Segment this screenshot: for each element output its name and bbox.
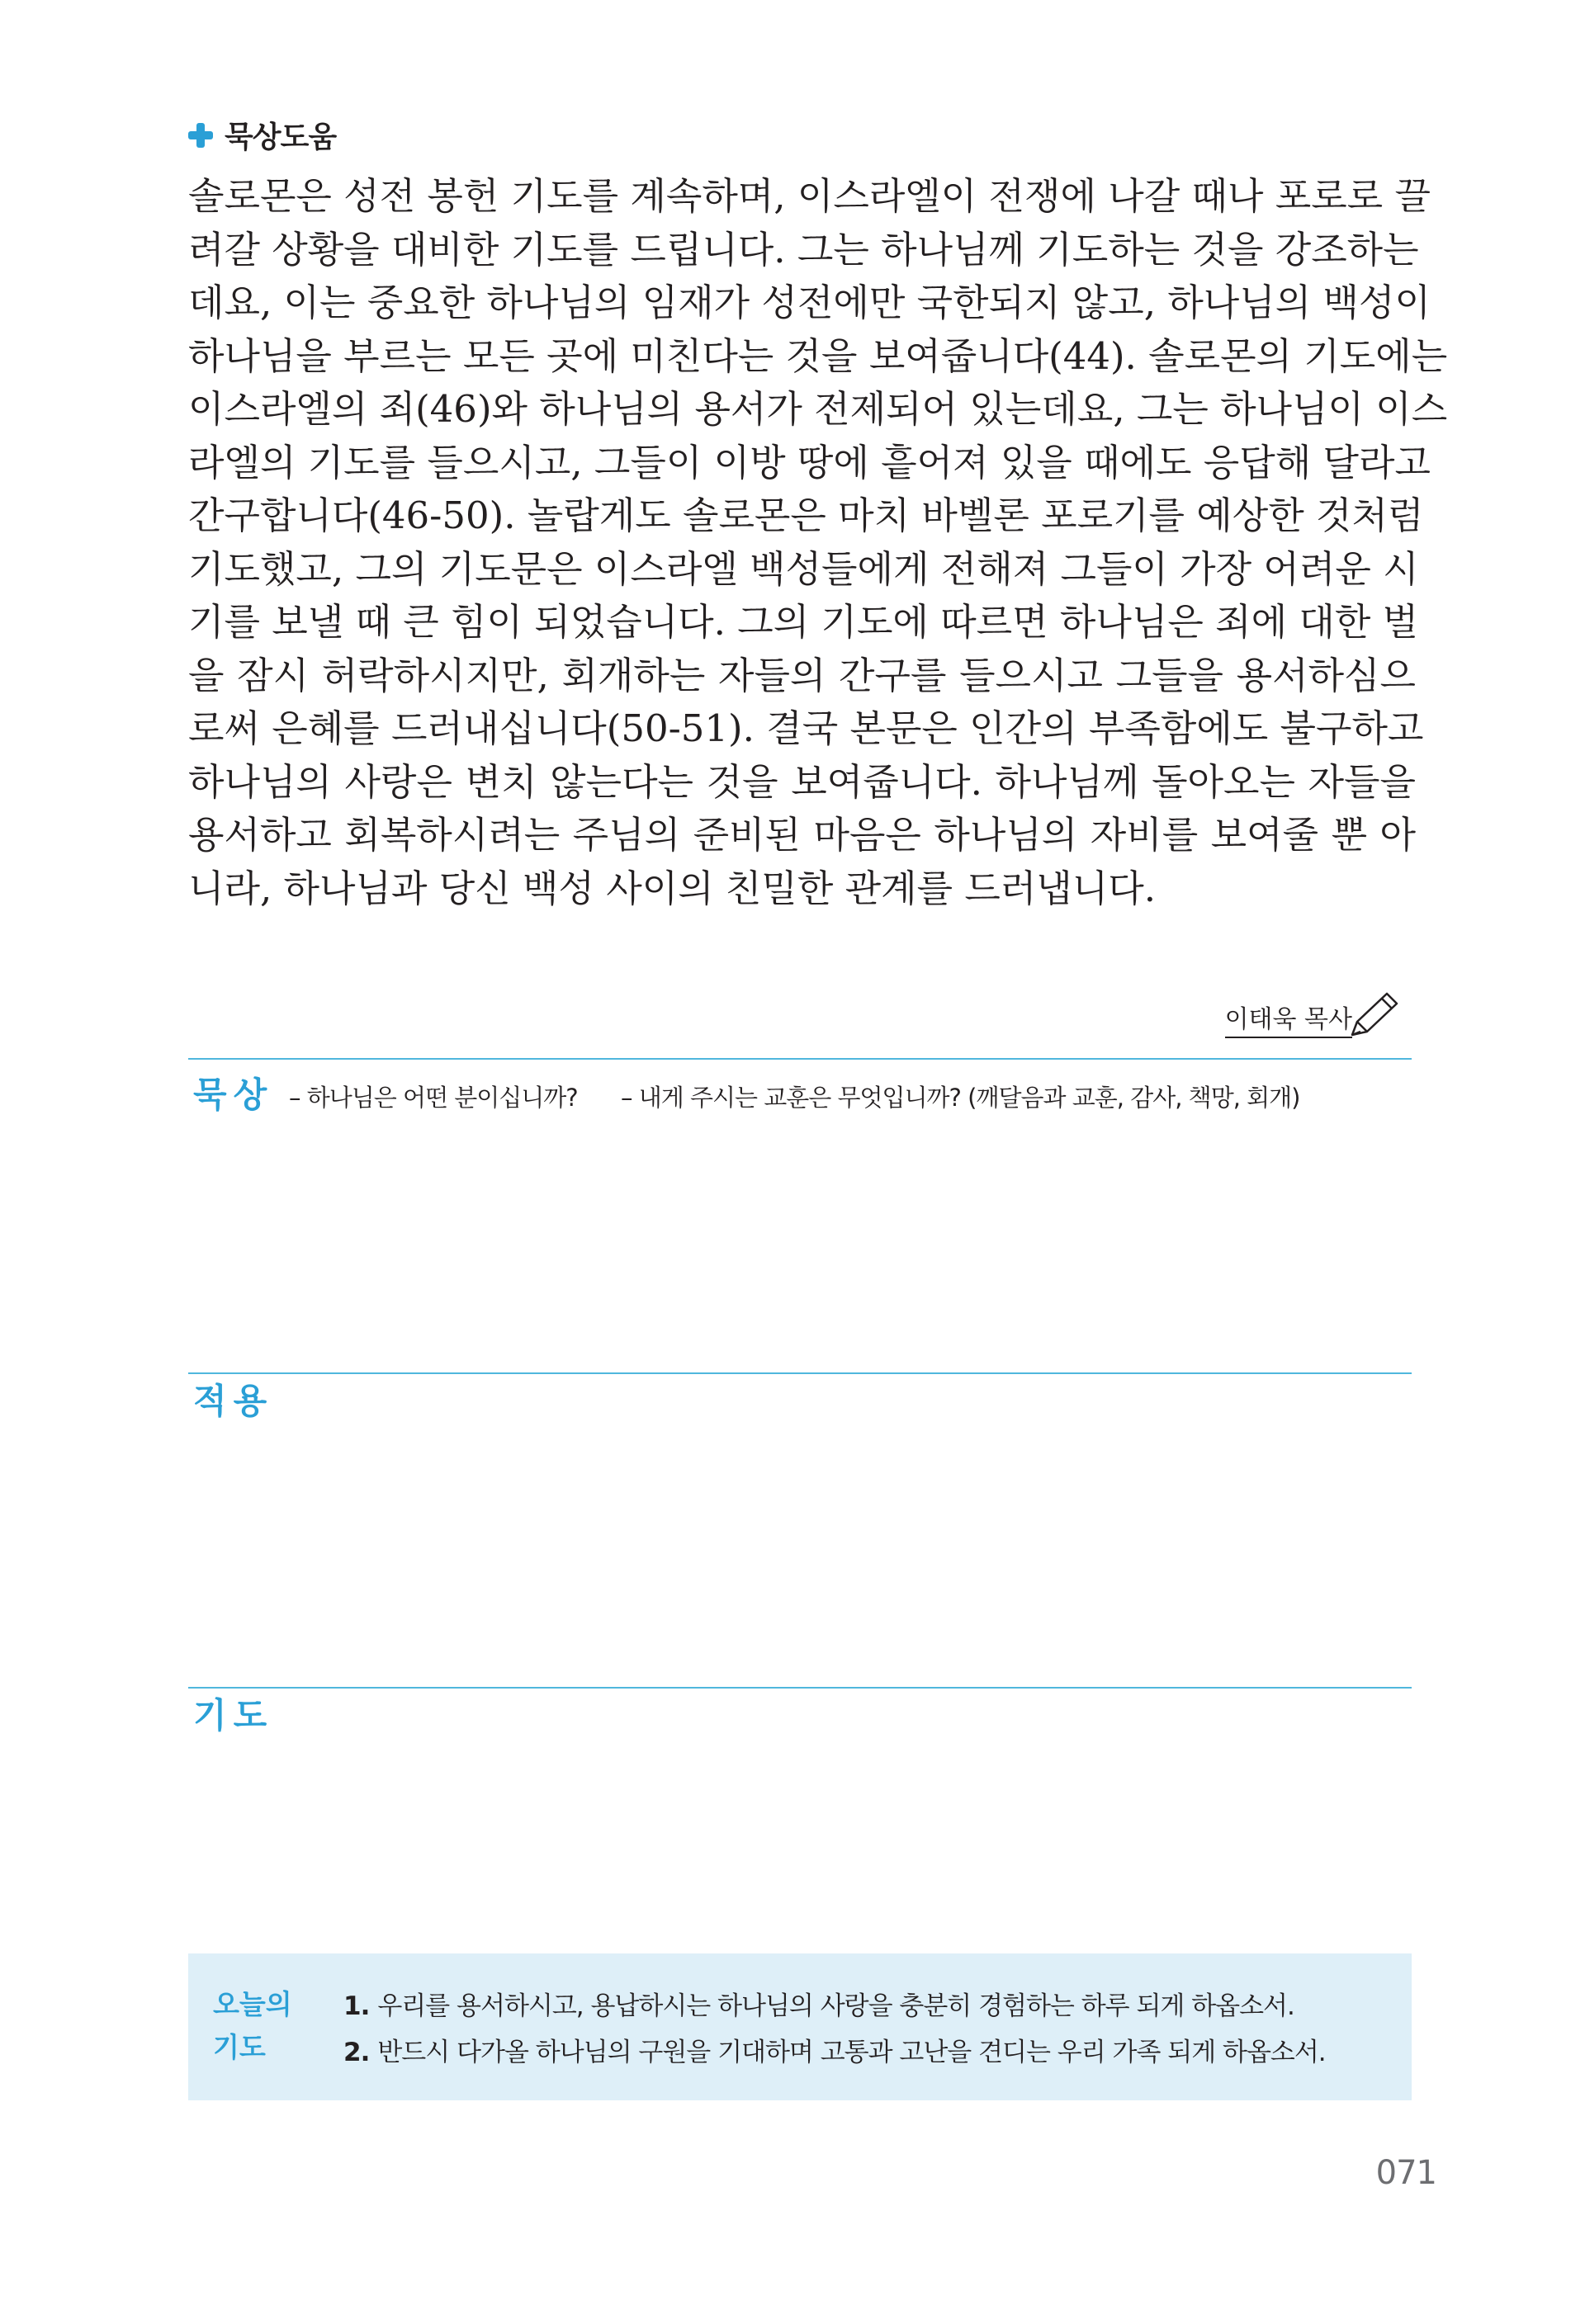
plus-icon xyxy=(188,123,213,148)
prayer-item-number: 1. xyxy=(343,1991,370,2021)
body-line: 려갈 상황을 대비한 기도를 드립니다. 그는 하나님께 기도하는 것을 강조하는 xyxy=(188,227,1419,272)
body-line: 을 잠시 허락하시지만, 회개하는 자들의 간구를 들으시고 그들을 용서하심으 xyxy=(188,653,1416,697)
section-title: 묵상도움 xyxy=(225,120,337,154)
prayer-divider xyxy=(188,1687,1412,1689)
body-line: 하나님의 사랑은 변치 않는다는 것을 보여줍니다. 하나님께 돌아오는 자들을 xyxy=(188,759,1416,804)
application-divider xyxy=(188,1372,1412,1374)
prayer-item-number: 2. xyxy=(343,2038,370,2067)
page-number: 071 xyxy=(1375,2154,1436,2192)
todays-prayer-list xyxy=(343,1983,1326,2076)
body-line: 기도했고, 그의 기도문은 이스라엘 백성들에게 전해져 그들이 가장 어려운 시 xyxy=(188,546,1419,591)
prayer-item xyxy=(343,1983,1326,2029)
meditation-divider xyxy=(188,1058,1412,1060)
prayer-item xyxy=(343,2029,1326,2076)
todays-prayer-label-line1: 오늘의 xyxy=(213,1988,292,2020)
commentary-body xyxy=(188,170,1448,915)
body-line: 용서하고 회복하시려는 주님의 준비된 마음은 하나님의 자비를 보여줄 뿐 아 xyxy=(188,813,1416,857)
meditation-prompt-2: – 내게 주시는 교훈은 무엇입니까? (깨달음과 교훈, 감사, 책망, 회개) xyxy=(621,1084,1300,1112)
body-line: 기를 보낼 때 큰 힘이 되었습니다. 그의 기도에 따르면 하나님은 죄에 대한 벌 xyxy=(188,600,1419,644)
body-line: 로써 은혜를 드러내십니다(50-51). 결국 본문은 인간의 부족함에도 불구하고 xyxy=(188,706,1424,750)
body-line: 니라, 하나님과 당신 백성 사이의 친밀한 관계를 드러냅니다. xyxy=(188,866,1157,910)
prayer-item-text: 반드시 다가올 하나님의 구원을 기대하며 고통과 고난을 견디는 우리 가족 되게 하옵소서. xyxy=(377,2038,1326,2067)
meditation-prompt-1: – 하나님은 어떤 분이십니까? xyxy=(289,1084,578,1112)
body-line: 솔로몬은 성전 봉헌 기도를 계속하며, 이스라엘이 전쟁에 나갈 때나 포로로 끌 xyxy=(188,174,1431,218)
section-heading xyxy=(188,114,336,156)
meditation-label: 묵상 xyxy=(193,1075,274,1115)
body-line: 간구합니다(46-50). 놀랍게도 솔로몬은 마치 바벨론 포로기를 예상한 것처럼 xyxy=(188,494,1424,537)
body-line: 라엘의 기도를 들으시고, 그들이 이방 땅에 흩어져 있을 때에도 응답해 달라고 xyxy=(188,440,1431,484)
author-name: 이태욱 목사 xyxy=(1225,999,1352,1038)
todays-prayer-label-line2: 기도 xyxy=(213,2031,266,2063)
todays-prayer-label xyxy=(213,1983,312,2069)
todays-prayer-box xyxy=(188,1953,1412,2100)
application-label: 적용 xyxy=(193,1381,274,1421)
prayer-label: 기도 xyxy=(193,1695,274,1736)
body-line: 데요, 이는 중요한 하나님의 임재가 성전에만 국한되지 않고, 하나님의 백성이 xyxy=(188,281,1431,324)
author-signature xyxy=(1225,989,1405,1038)
body-line: 하나님을 부르는 모든 곳에 미친다는 것을 보여줍니다(44). 솔로몬의 기도에는 xyxy=(188,333,1448,378)
pencil-icon xyxy=(1349,989,1405,1038)
body-line: 이스라엘의 죄(46)와 하나님의 용서가 전제되어 있는데요, 그는 하나님이 이스 xyxy=(188,387,1448,431)
prayer-item-text: 우리를 용서하시고, 용납하시는 하나님의 사랑을 충분히 경험하는 하루 되게 하옵소서. xyxy=(377,1991,1294,2021)
